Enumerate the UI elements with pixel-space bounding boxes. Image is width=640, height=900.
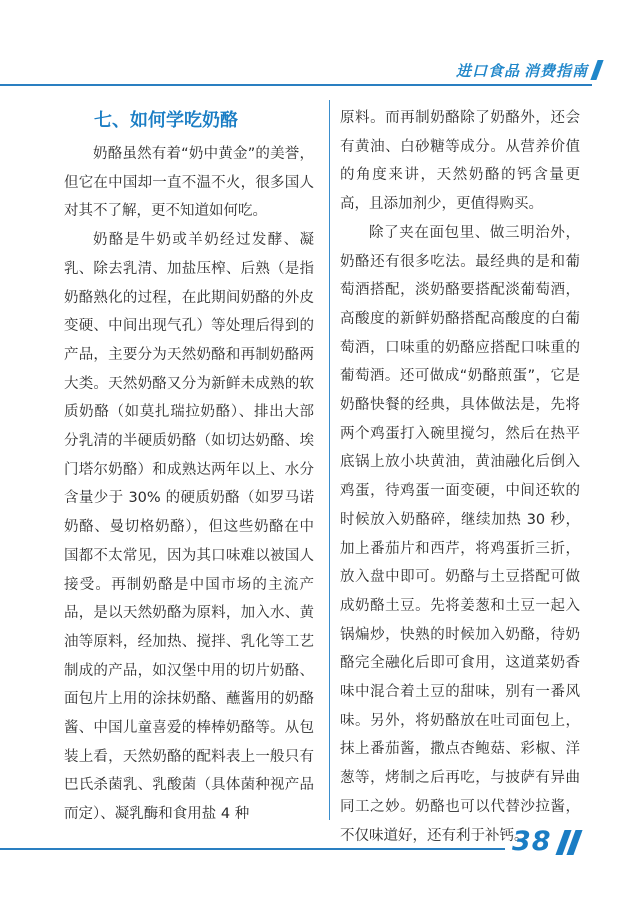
column-divider bbox=[329, 100, 330, 820]
section-title: 七、如何学吃奶酪 bbox=[94, 110, 238, 131]
footer-rule bbox=[0, 848, 505, 850]
left-paragraph-1: 奶酪虽然有着“奶中黄金”的美誉，但它在中国却一直不温不火，很多国人对其不了解，更不知道如何吃。 bbox=[64, 146, 314, 220]
left-column bbox=[64, 106, 314, 829]
running-header bbox=[456, 60, 588, 81]
right-paragraph-1: 除了夹在面包里、做三明治外，奶酪还有很多吃法。最经典的是和葡萄酒搭配，淡奶酪要搭配淡葡萄酒，高酸度的新鲜奶酪搭配高酸度的白葡萄酒，口味重的奶酪应搭配口味重的葡萄酒。还可做成“奶酪煎蛋”，它是奶酪快餐的经典，具体做法是，先将两个鸡蛋打入碗里搅匀，然后在热平底锅上放小块黄油，黄油融化后倒入鸡蛋，待鸡蛋一面变硬，中间还软的时候放入奶酪碎，继续加热 30 秒，加上番茄片和西芹，将鸡蛋折三折，放入盘中即可。奶酪与土豆搭配可做成奶酪土豆。先将姜葱和土豆一起入锅煸炒，快熟的时候加入奶酪，待奶酪完全融化后即可食用，这道菜奶香味中混合着土豆的甜味，别有一番风味。另外，将奶酪放在吐司面包上，抹上番茄酱，撒点杏鲍菇、彩椒、洋葱等，烤制之后再吃，与披萨有异曲同工之妙。奶酪也可以代替沙拉酱，不仅味道好，还有利于补钙。 bbox=[340, 224, 580, 844]
page-number: 38 bbox=[512, 826, 552, 857]
header-title-part2: 消费指南 bbox=[523, 62, 588, 80]
right-column bbox=[340, 104, 580, 850]
header-slash-decoration bbox=[590, 60, 603, 80]
header-title-part1: 进口食品 bbox=[455, 62, 520, 80]
right-continuation: 原料。而再制奶酪除了奶酪外，还会有黄油、白砂糖等成分。从营养价值的角度来讲，天然奶酪的钙含量更高，且添加剂少，更值得购买。 bbox=[340, 110, 580, 213]
left-paragraph-2: 奶酪是牛奶或羊奶经过发酵、凝乳、除去乳清、加盐压榨、后熟（是指奶酪熟化的过程，在此期间奶酪的外皮变硬、中间出现气孔）等处理后得到的产品，主要分为天然奶酪和再制奶酪两大类。天然奶酪又分为新鲜未成熟的软质奶酪（如莫扎瑞拉奶酪）、排出大部分乳清的半硬质奶酪（如切达奶酪、埃门塔尔奶酪）和成熟达两年以上、水分含量少于 30% 的硬质奶酪（如罗马诺奶酪、曼切格奶酪），但这些奶酪在中国都不太常见，因为其口味难以被国人接受。再制奶酪是中国市场的主流产品，是以天然奶酪为原料，加入水、黄油等原料，经加热、搅拌、乳化等工艺制成的产品，如汉堡中用的切片奶酪、面包片上用的涂抹奶酪、蘸酱用的奶酪酱、中国儿童喜爱的棒棒奶酪等。从包装上看，天然奶酪的配料表上一般只有巴氏杀菌乳、乳酸菌（具体菌种视产品而定）、凝乳酶和食用盐 4 种 bbox=[64, 232, 314, 823]
header-rule bbox=[0, 84, 592, 86]
